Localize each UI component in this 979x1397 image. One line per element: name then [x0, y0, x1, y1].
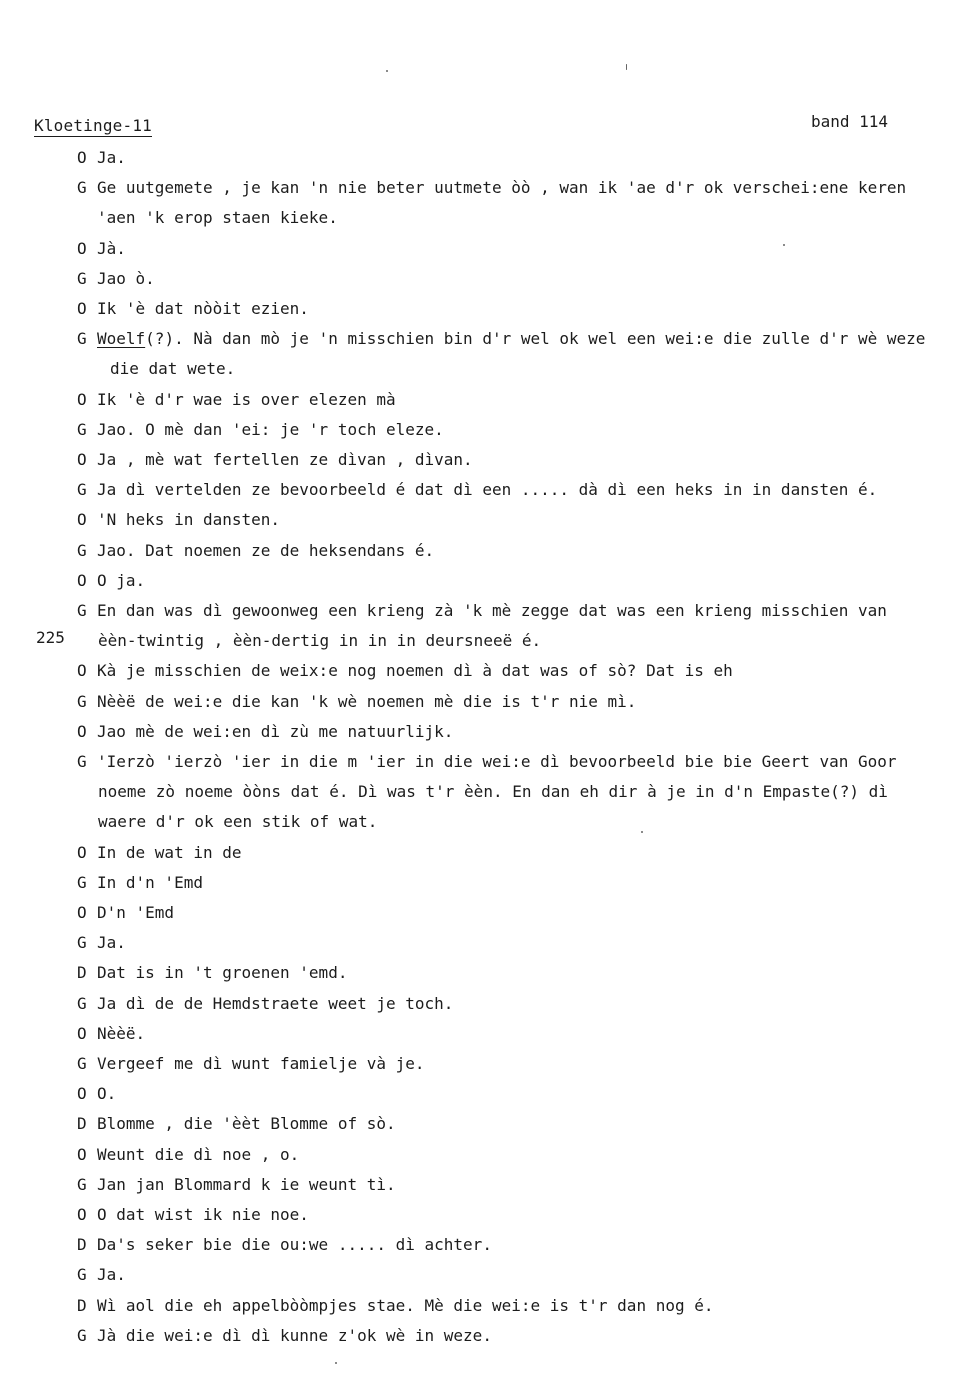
utterance-text: O dat wist ik nie noe. — [97, 1205, 309, 1224]
utterance-text: Jao. O mè dan 'ei: je 'r toch eleze. — [97, 419, 444, 439]
utterance-text: Ja , mè wat fertellen ze dìvan , dìvan. — [97, 450, 473, 469]
transcript-line — [77, 448, 473, 472]
speaker-label: D — [77, 1235, 87, 1255]
utterance-text: Kà je misschien de weix:e nog noemen dì à dat was of sò? Dat is eh — [97, 661, 733, 681]
speaker-label: G — [77, 691, 87, 711]
speaker-label: D — [77, 1295, 87, 1315]
scan-speck — [641, 831, 643, 833]
speaker-label: G — [77, 480, 87, 500]
scan-speck — [335, 1362, 337, 1364]
utterance-text: Blomme , die 'èèt Blomme of sò. — [97, 1114, 396, 1134]
utterance-text: Weunt die dì noe , o. — [97, 1144, 300, 1164]
speaker-label: G — [77, 419, 87, 439]
speaker-label: G — [77, 752, 87, 771]
transcript-line — [77, 659, 733, 683]
speaker-label: O — [77, 299, 87, 318]
transcript-line — [77, 1294, 714, 1318]
scan-speck — [783, 244, 785, 246]
utterance-text: In d'n 'Emd — [97, 872, 203, 892]
transcript-line — [77, 720, 453, 744]
speaker-label: O — [77, 1023, 87, 1043]
speaker-label: O — [77, 1205, 87, 1224]
utterance-text: Jà. — [97, 238, 126, 258]
header-location: Kloetinge-11 — [34, 116, 152, 135]
transcript-line — [77, 750, 897, 774]
transcript-line — [77, 237, 126, 261]
transcript-line — [77, 1112, 396, 1136]
speaker-label: D — [77, 963, 87, 983]
transcript-line — [77, 931, 126, 955]
speaker-label: O — [77, 389, 87, 409]
utterance-continuation: waere d'r ok een stik of wat. — [98, 812, 378, 832]
speaker-label: G — [77, 1174, 87, 1194]
transcript-line — [77, 1143, 299, 1167]
speaker-label: G — [77, 540, 87, 560]
utterance-text: En dan was dì gewoonweg een krieng zà 'k mè zegge dat was een krieng misschien van — [97, 601, 887, 620]
transcript-line — [77, 478, 877, 502]
utterance-text: Ja. — [97, 933, 126, 953]
utterance-text: Jao. Dat noemen ze de heksendans é. — [97, 540, 435, 560]
transcript-line — [77, 297, 309, 321]
utterance-text: Ja. — [97, 1265, 126, 1285]
speaker-label: O — [77, 721, 87, 741]
transcript-line — [77, 327, 925, 351]
speaker-label: G — [77, 178, 87, 198]
speaker-label: D — [77, 1114, 87, 1134]
transcript-line — [77, 871, 203, 895]
utterance-text: Ik 'è dat nòòit ezien. — [97, 299, 309, 318]
speaker-label: G — [77, 268, 87, 288]
header-band: band 114 — [811, 112, 889, 131]
utterance-text: (?). Nà dan mò je 'n misschien bin d'r wel ok wel een wei:e die zulle d'r wè weze — [145, 329, 926, 349]
transcript-line — [77, 146, 126, 170]
utterance-text: Jao ò. — [97, 268, 155, 288]
utterance-continuation: èèn-twintig , èèn-dertig in in in deursneeë é. — [98, 631, 542, 651]
utterance-text: Nèèë. — [97, 1023, 146, 1043]
margin-line-number: 225 — [36, 628, 65, 647]
utterance-text: 'N heks in dansten. — [97, 510, 281, 530]
utterance-text: O ja. — [97, 570, 146, 590]
scan-speck — [386, 70, 388, 72]
speaker-label: O — [77, 1084, 87, 1104]
utterance-text: Ge uutgemete , je kan 'n nie beter uutmete òò , wan ik 'ae d'r ok verschei:ene keren — [97, 178, 907, 198]
speaker-label: O — [77, 450, 87, 469]
scan-speck — [626, 64, 627, 70]
transcript-line — [77, 1022, 145, 1046]
transcript-line — [77, 267, 155, 291]
speaker-label: G — [77, 1325, 87, 1345]
utterance-text: Jao mè de wei:en dì zù me natuurlijk. — [97, 721, 454, 741]
utterance-text: Vergeef me dì wunt famielje và je. — [97, 1054, 425, 1073]
speaker-label: G — [77, 329, 87, 349]
speaker-label: O — [77, 238, 87, 258]
utterance-continuation: 'aen 'k erop staen kieke. — [97, 208, 338, 228]
speaker-label: O — [77, 903, 87, 922]
speaker-label: O — [77, 570, 87, 590]
utterance-text: Ja dì de de Hemdstraete weet je toch. — [97, 993, 454, 1013]
transcript-line — [77, 176, 906, 200]
utterance-continuation: die dat wete. — [110, 359, 236, 379]
utterance-text: Jan jan Blommard k ie weunt tì. — [97, 1174, 396, 1194]
speaker-label: O — [77, 1144, 87, 1164]
utterance-text: Wì aol die eh appelbòòmpjes stae. Mè die wei:e is t'r dan nog é. — [97, 1295, 714, 1315]
utterance-text: Da's seker bie die ou:we ..... dì achter. — [97, 1235, 492, 1255]
speaker-label: O — [77, 842, 87, 862]
speaker-label: O — [77, 661, 87, 681]
utterance-text: Ja dì vertelden ze bevoorbeeld é dat dì een ..... dà dì een heks in in dansten é. — [97, 480, 878, 500]
utterance-text: D'n 'Emd — [97, 903, 175, 922]
utterance-text: Ik 'è d'r wae is over elezen mà — [97, 389, 396, 409]
transcript-line — [77, 961, 347, 985]
transcript-line — [77, 1082, 116, 1106]
underlined-word: Woelf — [97, 329, 146, 349]
speaker-label: G — [77, 872, 87, 892]
speaker-label: G — [77, 601, 87, 620]
transcript-line — [77, 690, 636, 714]
transcript-line — [77, 901, 174, 925]
utterance-text: Ja. — [97, 148, 126, 167]
transcript-line — [77, 418, 444, 442]
speaker-label: G — [77, 1054, 87, 1073]
transcript-line — [77, 388, 396, 412]
transcript-line — [77, 1052, 425, 1076]
speaker-label: O — [77, 510, 87, 530]
transcript-line — [77, 1324, 492, 1348]
utterance-text: Dat is in 't groenen 'emd. — [97, 963, 348, 983]
transcript-line — [77, 539, 434, 563]
transcript-line — [77, 599, 887, 623]
transcript-line — [77, 1233, 492, 1257]
utterance-text: In de wat in de — [97, 842, 242, 862]
speaker-label: O — [77, 148, 87, 167]
utterance-text: 'Ierzò 'ierzò 'ier in die m 'ier in die wei:e dì bevoorbeeld bie bie Geert van Goor — [97, 752, 897, 771]
transcript-line — [77, 1203, 309, 1227]
speaker-label: G — [77, 1265, 87, 1285]
utterance-text: Nèèë de wei:e die kan 'k wè noemen mè die is t'r nie mì. — [97, 691, 637, 711]
transcript-line — [77, 841, 242, 865]
utterance-text: O. — [97, 1084, 117, 1104]
speaker-label: G — [77, 933, 87, 953]
utterance-text: Jà die wei:e dì dì kunne z'ok wè in weze. — [97, 1325, 492, 1345]
transcript-line — [77, 508, 280, 532]
transcript-line — [77, 1173, 396, 1197]
utterance-continuation: noeme zò noeme òòns dat é. Dì was t'r èèn. En dan eh dir à je in d'n Empaste(?) dì — [98, 782, 888, 802]
speaker-label: G — [77, 993, 87, 1013]
transcript-line — [77, 1263, 126, 1287]
transcript-line — [77, 992, 453, 1016]
transcript-line — [77, 569, 145, 593]
